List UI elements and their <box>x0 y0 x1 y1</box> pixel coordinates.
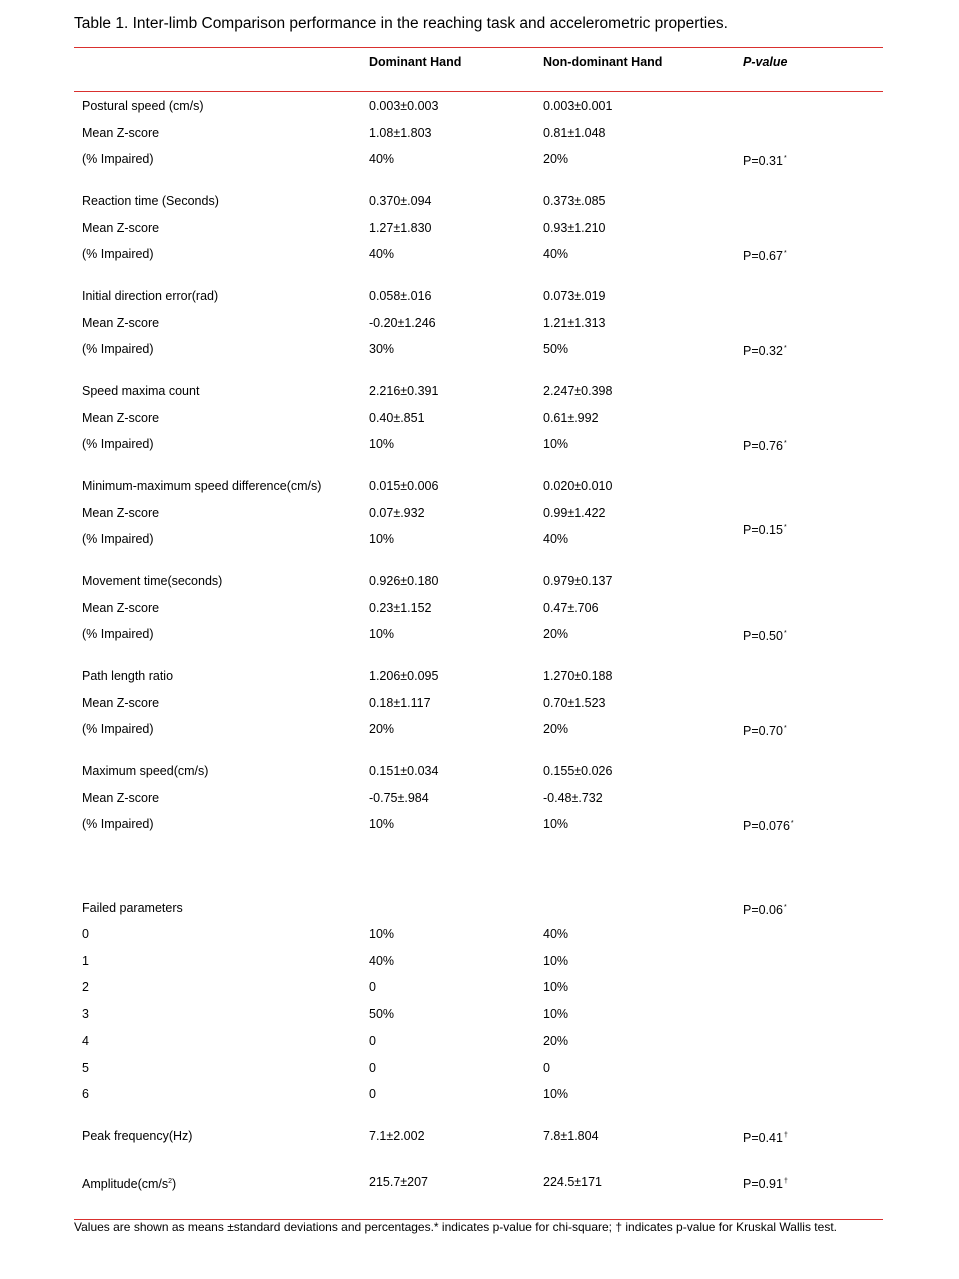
dominant-value: 40% <box>369 247 395 261</box>
row-label: (% Impaired) <box>82 627 154 641</box>
amplitude-label: $Amplitude(cm/s^2)$ <box>82 1177 177 1191</box>
dominant-value: 0.058±.016 <box>369 289 432 303</box>
nondominant-value: 0.47±.706 <box>543 600 599 615</box>
p-value-cell: P=0.76* <box>743 439 787 453</box>
nondominant-value: 40% <box>543 927 569 941</box>
nondominant-value: 0.61±.992 <box>543 410 599 425</box>
nondominant-value: 0.99±1.422 <box>543 505 606 520</box>
top-rule <box>74 47 883 48</box>
dominant-value: 10% <box>369 627 395 641</box>
dominant-value: 40% <box>369 152 395 166</box>
p-value-cell: P=0.31* <box>743 154 787 168</box>
p-value-mark: * <box>783 524 787 531</box>
p-value-mark: * <box>783 155 787 162</box>
row-label: Mean Z-score <box>82 125 160 140</box>
dominant-value: 1.27±1.830 <box>369 220 432 235</box>
dominant-value: 0.003±0.003 <box>369 99 439 113</box>
failed-parameters-label: Failed parameters <box>82 901 183 915</box>
p-value-mark: * <box>783 250 787 257</box>
nondominant-value: 1.21±1.313 <box>543 315 606 330</box>
row-label: Postural speed (cm/s) <box>82 99 204 113</box>
dominant-value: 215.7±207 <box>369 1175 428 1189</box>
dominant-value: 1.08±1.803 <box>369 125 432 140</box>
dominant-value: 0.015±0.006 <box>369 479 439 493</box>
p-value-cell: P=0.91† <box>743 1177 788 1191</box>
nondominant-value: 224.5±171 <box>543 1175 602 1189</box>
failed-count-label: 2 <box>82 980 89 995</box>
failed-count-label: 5 <box>82 1060 89 1075</box>
dominant-value: -0.20±1.246 <box>369 315 436 330</box>
failed-count-label: 4 <box>82 1033 89 1048</box>
dominant-value: 0 <box>369 1087 376 1102</box>
dominant-value: -0.75±.984 <box>369 790 429 805</box>
dominant-value: 10% <box>369 437 395 451</box>
row-label: Path length ratio <box>82 669 174 683</box>
nondominant-value: 10% <box>543 1007 569 1022</box>
dominant-value: 0 <box>369 1033 376 1048</box>
dominant-value: 40% <box>369 953 395 968</box>
footnote: Values are shown as means ±standard deviations and percentages.* indicates p-value for chi-square; † indicates p-value for Kruskal Wallis test. <box>74 1220 837 1234</box>
dominant-value: 0 <box>369 980 376 995</box>
failed-count-label: 6 <box>82 1087 89 1102</box>
row-label: (% Impaired) <box>82 152 154 166</box>
p-value-cell: P=0.70* <box>743 724 787 738</box>
dominant-value: 0.23±1.152 <box>369 600 432 615</box>
dominant-value: 10% <box>369 927 395 941</box>
nondominant-value: 20% <box>543 627 569 641</box>
row-label: Maximum speed(cm/s) <box>82 764 209 778</box>
row-label: Mean Z-score <box>82 505 160 520</box>
p-value-mark: * <box>790 820 794 827</box>
row-label: Reaction time (Seconds) <box>82 194 219 208</box>
nondominant-value: 20% <box>543 1033 569 1048</box>
header-rule <box>74 91 883 92</box>
failed-count-label: 3 <box>82 1007 89 1022</box>
dominant-value: 30% <box>369 342 395 356</box>
dominant-value: 10% <box>369 817 395 831</box>
nondominant-value: 0.155±0.026 <box>543 764 613 778</box>
row-label: Movement time(seconds) <box>82 574 223 588</box>
p-value-mark: † <box>783 1178 788 1185</box>
nondominant-value: 0.70±1.523 <box>543 695 606 710</box>
nondominant-value: 0.020±0.010 <box>543 479 613 493</box>
table-title: Table 1. Inter-limb Comparison performance in the reaching task and accelerometric properties. <box>74 15 728 32</box>
nondominant-value: 20% <box>543 722 569 736</box>
nondominant-value: 0.93±1.210 <box>543 220 606 235</box>
p-value-mark: * <box>783 345 787 352</box>
nondominant-value: 0.073±.019 <box>543 289 606 303</box>
row-label: Speed maxima count <box>82 384 200 398</box>
header-nondominant: Non-dominant Hand <box>543 55 663 69</box>
nondominant-value: 7.8±1.804 <box>543 1129 599 1143</box>
p-value-cell: P=0.50* <box>743 629 787 643</box>
row-label: Mean Z-score <box>82 790 160 805</box>
row-label: Mean Z-score <box>82 410 160 425</box>
nondominant-value: 50% <box>543 342 569 356</box>
header-dominant: Dominant Hand <box>369 55 462 69</box>
row-label: (% Impaired) <box>82 722 154 736</box>
row-label: Mean Z-score <box>82 315 160 330</box>
row-label: Mean Z-score <box>82 220 160 235</box>
nondominant-value: 10% <box>543 1087 569 1102</box>
nondominant-value: 10% <box>543 980 569 995</box>
dominant-value: 0.151±0.034 <box>369 764 439 778</box>
nondominant-value: 0 <box>543 1060 550 1075</box>
p-value-mark: † <box>783 1132 788 1139</box>
dominant-value: 0.07±.932 <box>369 505 425 520</box>
amplitude-unit-exponent: 2 <box>168 1178 173 1185</box>
nondominant-value: 2.247±0.398 <box>543 384 613 398</box>
dominant-value: 1.206±0.095 <box>369 669 439 683</box>
p-value-cell: P=0.67* <box>743 249 787 263</box>
dominant-value: 50% <box>369 1007 395 1022</box>
nondominant-value: 10% <box>543 817 569 831</box>
nondominant-value: 0.373±.085 <box>543 194 606 208</box>
p-value-mark: * <box>783 440 787 447</box>
nondominant-value: 0.81±1.048 <box>543 125 606 140</box>
row-label: (% Impaired) <box>82 437 154 451</box>
p-value-mark: * <box>783 904 787 911</box>
failed-count-label: 1 <box>82 953 89 968</box>
row-label: Initial direction error(rad) <box>82 289 219 303</box>
row-label: Mean Z-score <box>82 600 160 615</box>
dominant-value: 0 <box>369 1060 376 1075</box>
p-value-cell: P=0.41† <box>743 1131 788 1145</box>
p-value-mark: * <box>783 630 787 637</box>
p-value-cell: P=0.076* <box>743 819 794 833</box>
header-pvalue: P-value <box>743 55 788 69</box>
nondominant-value: 40% <box>543 532 569 546</box>
dominant-value: 0.18±1.117 <box>369 695 431 710</box>
nondominant-value: -0.48±.732 <box>543 790 603 805</box>
dominant-value: 20% <box>369 722 395 736</box>
row-label: (% Impaired) <box>82 532 154 546</box>
p-value-cell: P=0.06* <box>743 903 787 917</box>
row-label: (% Impaired) <box>82 342 154 356</box>
p-value-cell: P=0.32* <box>743 344 787 358</box>
failed-count-label: 0 <box>82 927 89 941</box>
peak-frequency-label: Peak frequency(Hz) <box>82 1129 193 1143</box>
nondominant-value: 10% <box>543 437 569 451</box>
row-label: Minimum-maximum speed difference(cm/s) <box>82 479 322 493</box>
nondominant-value: 20% <box>543 152 569 166</box>
row-label: Mean Z-score <box>82 695 160 710</box>
dominant-value: 2.216±0.391 <box>369 384 439 398</box>
dominant-value: 10% <box>369 532 395 546</box>
row-label: (% Impaired) <box>82 247 154 261</box>
nondominant-value: 0.979±0.137 <box>543 574 613 588</box>
nondominant-value: 40% <box>543 247 569 261</box>
nondominant-value: 1.270±0.188 <box>543 669 613 683</box>
dominant-value: 7.1±2.002 <box>369 1129 425 1143</box>
dominant-value: 0.40±.851 <box>369 410 425 425</box>
dominant-value: 0.926±0.180 <box>369 574 439 588</box>
nondominant-value: 10% <box>543 953 569 968</box>
nondominant-value: 0.003±0.001 <box>543 99 613 113</box>
dominant-value: 0.370±.094 <box>369 194 432 208</box>
row-label: (% Impaired) <box>82 817 154 831</box>
p-value-cell: P=0.15* <box>743 523 787 537</box>
p-value-mark: * <box>783 725 787 732</box>
